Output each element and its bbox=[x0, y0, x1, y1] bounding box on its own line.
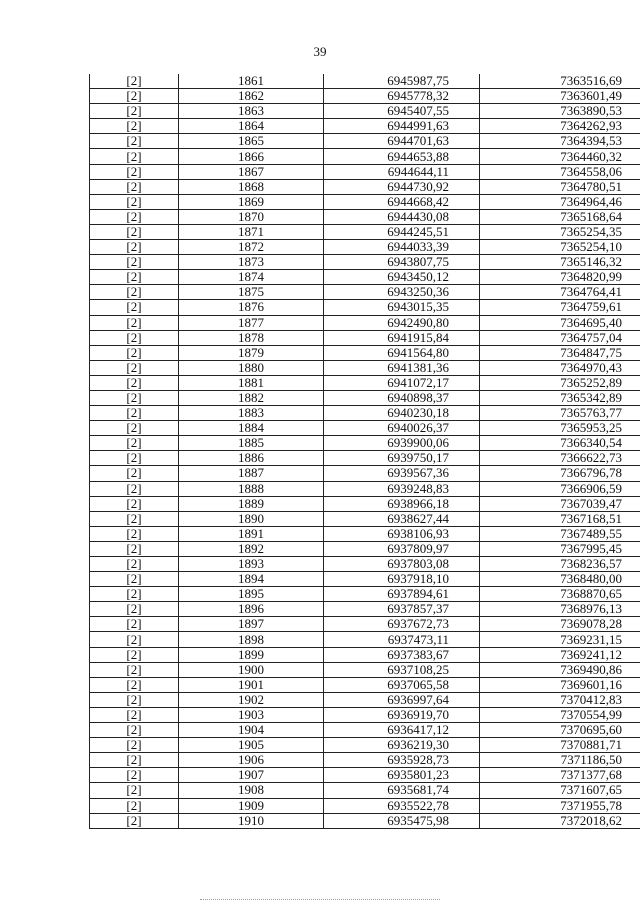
coordinate-x: 6937803,08 bbox=[324, 557, 480, 572]
coordinate-x: 6938627,44 bbox=[324, 511, 480, 526]
coordinate-x: 6944668,42 bbox=[324, 194, 480, 209]
point-number: 1861 bbox=[179, 74, 324, 89]
coordinate-y: 7365763,77 bbox=[480, 406, 640, 421]
coordinate-y: 7365254,10 bbox=[480, 240, 640, 255]
table-row bbox=[90, 647, 640, 662]
coordinate-y: 7364970,43 bbox=[480, 360, 640, 375]
row-reference: [2] bbox=[90, 375, 179, 390]
coordinate-x: 6938106,93 bbox=[324, 526, 480, 541]
row-reference: [2] bbox=[90, 285, 179, 300]
coordinate-y: 7364394,53 bbox=[480, 134, 640, 149]
point-number: 1872 bbox=[179, 240, 324, 255]
point-number: 1866 bbox=[179, 149, 324, 164]
table-row bbox=[90, 768, 640, 783]
coordinate-x: 6943807,75 bbox=[324, 255, 480, 270]
coordinate-x: 6940898,37 bbox=[324, 390, 480, 405]
point-number: 1898 bbox=[179, 632, 324, 647]
row-reference: [2] bbox=[90, 224, 179, 239]
row-reference: [2] bbox=[90, 209, 179, 224]
table-row bbox=[90, 104, 640, 119]
coordinate-y: 7368870,65 bbox=[480, 587, 640, 602]
table-row bbox=[90, 330, 640, 345]
row-reference: [2] bbox=[90, 119, 179, 134]
row-reference: [2] bbox=[90, 723, 179, 738]
row-reference: [2] bbox=[90, 572, 179, 587]
point-number: 1906 bbox=[179, 753, 324, 768]
row-reference: [2] bbox=[90, 753, 179, 768]
table-row bbox=[90, 662, 640, 677]
point-number: 1905 bbox=[179, 738, 324, 753]
row-reference: [2] bbox=[90, 330, 179, 345]
point-number: 1891 bbox=[179, 526, 324, 541]
coordinate-y: 7364558,06 bbox=[480, 164, 640, 179]
point-number: 1910 bbox=[179, 813, 324, 828]
coordinate-y: 7369601,16 bbox=[480, 677, 640, 692]
coordinate-y: 7364847,75 bbox=[480, 345, 640, 360]
table-row bbox=[90, 723, 640, 738]
coordinate-x: 6937857,37 bbox=[324, 602, 480, 617]
coordinate-x: 6944644,11 bbox=[324, 164, 480, 179]
point-number: 1886 bbox=[179, 451, 324, 466]
coordinate-y: 7366796,78 bbox=[480, 466, 640, 481]
table-row bbox=[90, 707, 640, 722]
coordinate-y: 7371607,65 bbox=[480, 783, 640, 798]
row-reference: [2] bbox=[90, 89, 179, 104]
coordinate-x: 6944730,92 bbox=[324, 179, 480, 194]
point-number: 1875 bbox=[179, 285, 324, 300]
coordinate-x: 6935522,78 bbox=[324, 798, 480, 813]
table-row bbox=[90, 587, 640, 602]
coordinate-y: 7366340,54 bbox=[480, 436, 640, 451]
coordinate-x: 6941072,17 bbox=[324, 375, 480, 390]
row-reference: [2] bbox=[90, 496, 179, 511]
table-row bbox=[90, 783, 640, 798]
coordinate-y: 7372018,62 bbox=[480, 813, 640, 828]
table-row bbox=[90, 300, 640, 315]
coordinate-y: 7364764,41 bbox=[480, 285, 640, 300]
point-number: 1900 bbox=[179, 662, 324, 677]
coordinate-x: 6936219,30 bbox=[324, 738, 480, 753]
row-reference: [2] bbox=[90, 255, 179, 270]
coordinate-x: 6944991,63 bbox=[324, 119, 480, 134]
coordinate-x: 6944033,39 bbox=[324, 240, 480, 255]
row-reference: [2] bbox=[90, 526, 179, 541]
coordinate-y: 7370881,71 bbox=[480, 738, 640, 753]
row-reference: [2] bbox=[90, 134, 179, 149]
coordinate-y: 7369241,12 bbox=[480, 647, 640, 662]
coordinate-y: 7371377,68 bbox=[480, 768, 640, 783]
row-reference: [2] bbox=[90, 617, 179, 632]
coordinate-y: 7363890,53 bbox=[480, 104, 640, 119]
row-reference: [2] bbox=[90, 179, 179, 194]
coordinate-y: 7365252,89 bbox=[480, 375, 640, 390]
coordinate-x: 6945987,75 bbox=[324, 74, 480, 89]
coordinate-x: 6937894,61 bbox=[324, 587, 480, 602]
point-number: 1903 bbox=[179, 707, 324, 722]
coordinate-x: 6937918,10 bbox=[324, 572, 480, 587]
coordinate-x: 6944653,88 bbox=[324, 149, 480, 164]
coordinate-y: 7366622,73 bbox=[480, 451, 640, 466]
point-number: 1865 bbox=[179, 134, 324, 149]
table-row bbox=[90, 602, 640, 617]
point-number: 1885 bbox=[179, 436, 324, 451]
point-number: 1901 bbox=[179, 677, 324, 692]
coordinate-y: 7366906,59 bbox=[480, 481, 640, 496]
table-row bbox=[90, 481, 640, 496]
coordinate-y: 7364460,32 bbox=[480, 149, 640, 164]
coordinate-x: 6936417,12 bbox=[324, 723, 480, 738]
coordinate-x: 6935681,74 bbox=[324, 783, 480, 798]
table-row bbox=[90, 315, 640, 330]
table-row bbox=[90, 436, 640, 451]
table-row bbox=[90, 149, 640, 164]
coordinate-x: 6942490,80 bbox=[324, 315, 480, 330]
row-reference: [2] bbox=[90, 511, 179, 526]
coordinate-y: 7365342,89 bbox=[480, 390, 640, 405]
row-reference: [2] bbox=[90, 798, 179, 813]
coordinate-x: 6943450,12 bbox=[324, 270, 480, 285]
table-row bbox=[90, 451, 640, 466]
coordinate-x: 6945407,55 bbox=[324, 104, 480, 119]
coordinate-x: 6937383,67 bbox=[324, 647, 480, 662]
coordinate-y: 7367168,51 bbox=[480, 511, 640, 526]
coordinate-y: 7365953,25 bbox=[480, 421, 640, 436]
table-row bbox=[90, 466, 640, 481]
point-number: 1877 bbox=[179, 315, 324, 330]
point-number: 1899 bbox=[179, 647, 324, 662]
coordinate-y: 7371186,50 bbox=[480, 753, 640, 768]
point-number: 1876 bbox=[179, 300, 324, 315]
table-row bbox=[90, 421, 640, 436]
coordinate-y: 7369078,28 bbox=[480, 617, 640, 632]
point-number: 1862 bbox=[179, 89, 324, 104]
table-row bbox=[90, 224, 640, 239]
point-number: 1882 bbox=[179, 390, 324, 405]
point-number: 1873 bbox=[179, 255, 324, 270]
row-reference: [2] bbox=[90, 451, 179, 466]
point-number: 1902 bbox=[179, 692, 324, 707]
table-row bbox=[90, 541, 640, 556]
table-row bbox=[90, 194, 640, 209]
point-number: 1879 bbox=[179, 345, 324, 360]
coordinate-x: 6940026,37 bbox=[324, 421, 480, 436]
coordinate-x: 6945778,32 bbox=[324, 89, 480, 104]
coordinate-x: 6935928,73 bbox=[324, 753, 480, 768]
coordinate-y: 7370412,83 bbox=[480, 692, 640, 707]
row-reference: [2] bbox=[90, 300, 179, 315]
row-reference: [2] bbox=[90, 541, 179, 556]
coordinate-x: 6938966,18 bbox=[324, 496, 480, 511]
table-row bbox=[90, 496, 640, 511]
coordinate-y: 7365254,35 bbox=[480, 224, 640, 239]
row-reference: [2] bbox=[90, 647, 179, 662]
table-row bbox=[90, 572, 640, 587]
table-row bbox=[90, 813, 640, 828]
row-reference: [2] bbox=[90, 345, 179, 360]
page-number: 39 bbox=[313, 44, 327, 59]
table-row bbox=[90, 798, 640, 813]
row-reference: [2] bbox=[90, 557, 179, 572]
table-row bbox=[90, 677, 640, 692]
scan-edge-line bbox=[200, 899, 440, 900]
table-row bbox=[90, 209, 640, 224]
coordinate-y: 7369231,15 bbox=[480, 632, 640, 647]
coordinate-x: 6937473,11 bbox=[324, 632, 480, 647]
point-number: 1892 bbox=[179, 541, 324, 556]
point-number: 1869 bbox=[179, 194, 324, 209]
coordinate-y: 7365168,64 bbox=[480, 209, 640, 224]
point-number: 1888 bbox=[179, 481, 324, 496]
row-reference: [2] bbox=[90, 315, 179, 330]
point-number: 1909 bbox=[179, 798, 324, 813]
row-reference: [2] bbox=[90, 360, 179, 375]
coordinates-table bbox=[89, 74, 640, 829]
point-number: 1868 bbox=[179, 179, 324, 194]
coordinate-y: 7365146,32 bbox=[480, 255, 640, 270]
coordinate-y: 7363516,69 bbox=[480, 74, 640, 89]
point-number: 1884 bbox=[179, 421, 324, 436]
point-number: 1897 bbox=[179, 617, 324, 632]
table-row bbox=[90, 406, 640, 421]
point-number: 1904 bbox=[179, 723, 324, 738]
coordinate-x: 6943015,35 bbox=[324, 300, 480, 315]
row-reference: [2] bbox=[90, 783, 179, 798]
row-reference: [2] bbox=[90, 390, 179, 405]
point-number: 1895 bbox=[179, 587, 324, 602]
point-number: 1889 bbox=[179, 496, 324, 511]
point-number: 1867 bbox=[179, 164, 324, 179]
coordinate-x: 6944430,08 bbox=[324, 209, 480, 224]
row-reference: [2] bbox=[90, 436, 179, 451]
point-number: 1881 bbox=[179, 375, 324, 390]
point-number: 1887 bbox=[179, 466, 324, 481]
coordinate-x: 6935801,23 bbox=[324, 768, 480, 783]
coordinate-y: 7368976,13 bbox=[480, 602, 640, 617]
coordinate-y: 7364780,51 bbox=[480, 179, 640, 194]
coordinate-y: 7364262,93 bbox=[480, 119, 640, 134]
row-reference: [2] bbox=[90, 707, 179, 722]
coordinate-x: 6940230,18 bbox=[324, 406, 480, 421]
point-number: 1863 bbox=[179, 104, 324, 119]
coordinate-x: 6936919,70 bbox=[324, 707, 480, 722]
point-number: 1864 bbox=[179, 119, 324, 134]
coordinates-table-body bbox=[90, 74, 640, 828]
row-reference: [2] bbox=[90, 813, 179, 828]
row-reference: [2] bbox=[90, 768, 179, 783]
point-number: 1874 bbox=[179, 270, 324, 285]
point-number: 1883 bbox=[179, 406, 324, 421]
table-row bbox=[90, 255, 640, 270]
row-reference: [2] bbox=[90, 74, 179, 89]
row-reference: [2] bbox=[90, 481, 179, 496]
row-reference: [2] bbox=[90, 194, 179, 209]
coordinate-x: 6937065,58 bbox=[324, 677, 480, 692]
coordinate-y: 7370695,60 bbox=[480, 723, 640, 738]
table-row bbox=[90, 134, 640, 149]
coordinate-x: 6943250,36 bbox=[324, 285, 480, 300]
coordinate-y: 7364759,61 bbox=[480, 300, 640, 315]
row-reference: [2] bbox=[90, 692, 179, 707]
table-row bbox=[90, 179, 640, 194]
row-reference: [2] bbox=[90, 738, 179, 753]
coordinate-y: 7368236,57 bbox=[480, 557, 640, 572]
row-reference: [2] bbox=[90, 632, 179, 647]
row-reference: [2] bbox=[90, 406, 179, 421]
coordinate-x: 6937809,97 bbox=[324, 541, 480, 556]
row-reference: [2] bbox=[90, 662, 179, 677]
row-reference: [2] bbox=[90, 466, 179, 481]
coordinate-x: 6941564,80 bbox=[324, 345, 480, 360]
point-number: 1908 bbox=[179, 783, 324, 798]
coordinate-y: 7369490,86 bbox=[480, 662, 640, 677]
table-row bbox=[90, 753, 640, 768]
coordinate-y: 7367995,45 bbox=[480, 541, 640, 556]
coordinate-y: 7367489,55 bbox=[480, 526, 640, 541]
point-number: 1870 bbox=[179, 209, 324, 224]
table-row bbox=[90, 617, 640, 632]
row-reference: [2] bbox=[90, 104, 179, 119]
table-row bbox=[90, 119, 640, 134]
point-number: 1880 bbox=[179, 360, 324, 375]
coordinate-y: 7370554,99 bbox=[480, 707, 640, 722]
row-reference: [2] bbox=[90, 421, 179, 436]
point-number: 1893 bbox=[179, 557, 324, 572]
point-number: 1894 bbox=[179, 572, 324, 587]
coordinate-x: 6944701,63 bbox=[324, 134, 480, 149]
point-number: 1871 bbox=[179, 224, 324, 239]
coordinate-x: 6944245,51 bbox=[324, 224, 480, 239]
table-row bbox=[90, 390, 640, 405]
coordinate-y: 7364964,46 bbox=[480, 194, 640, 209]
coordinate-y: 7364695,40 bbox=[480, 315, 640, 330]
table-row bbox=[90, 74, 640, 89]
row-reference: [2] bbox=[90, 587, 179, 602]
table-row bbox=[90, 360, 640, 375]
row-reference: [2] bbox=[90, 149, 179, 164]
point-number: 1907 bbox=[179, 768, 324, 783]
coordinate-x: 6937108,25 bbox=[324, 662, 480, 677]
table-row bbox=[90, 164, 640, 179]
point-number: 1890 bbox=[179, 511, 324, 526]
point-number: 1878 bbox=[179, 330, 324, 345]
row-reference: [2] bbox=[90, 240, 179, 255]
row-reference: [2] bbox=[90, 602, 179, 617]
table-row bbox=[90, 557, 640, 572]
table-row bbox=[90, 692, 640, 707]
coordinate-x: 6937672,73 bbox=[324, 617, 480, 632]
coordinate-y: 7363601,49 bbox=[480, 89, 640, 104]
table-row bbox=[90, 375, 640, 390]
row-reference: [2] bbox=[90, 677, 179, 692]
coordinate-x: 6941381,36 bbox=[324, 360, 480, 375]
table-row bbox=[90, 240, 640, 255]
coordinate-x: 6936997,64 bbox=[324, 692, 480, 707]
table-row bbox=[90, 632, 640, 647]
coordinate-x: 6939900,06 bbox=[324, 436, 480, 451]
coordinate-y: 7368480,00 bbox=[480, 572, 640, 587]
coordinate-y: 7371955,78 bbox=[480, 798, 640, 813]
coordinate-x: 6939248,83 bbox=[324, 481, 480, 496]
coordinate-y: 7367039,47 bbox=[480, 496, 640, 511]
table-row bbox=[90, 738, 640, 753]
coordinate-x: 6941915,84 bbox=[324, 330, 480, 345]
row-reference: [2] bbox=[90, 270, 179, 285]
table-row bbox=[90, 270, 640, 285]
coordinate-y: 7364820,99 bbox=[480, 270, 640, 285]
table-row bbox=[90, 89, 640, 104]
table-row bbox=[90, 526, 640, 541]
table-row bbox=[90, 345, 640, 360]
coordinate-x: 6939750,17 bbox=[324, 451, 480, 466]
coordinate-x: 6935475,98 bbox=[324, 813, 480, 828]
table-row bbox=[90, 511, 640, 526]
coordinate-y: 7364757,04 bbox=[480, 330, 640, 345]
row-reference: [2] bbox=[90, 164, 179, 179]
point-number: 1896 bbox=[179, 602, 324, 617]
table-row bbox=[90, 285, 640, 300]
coordinate-x: 6939567,36 bbox=[324, 466, 480, 481]
